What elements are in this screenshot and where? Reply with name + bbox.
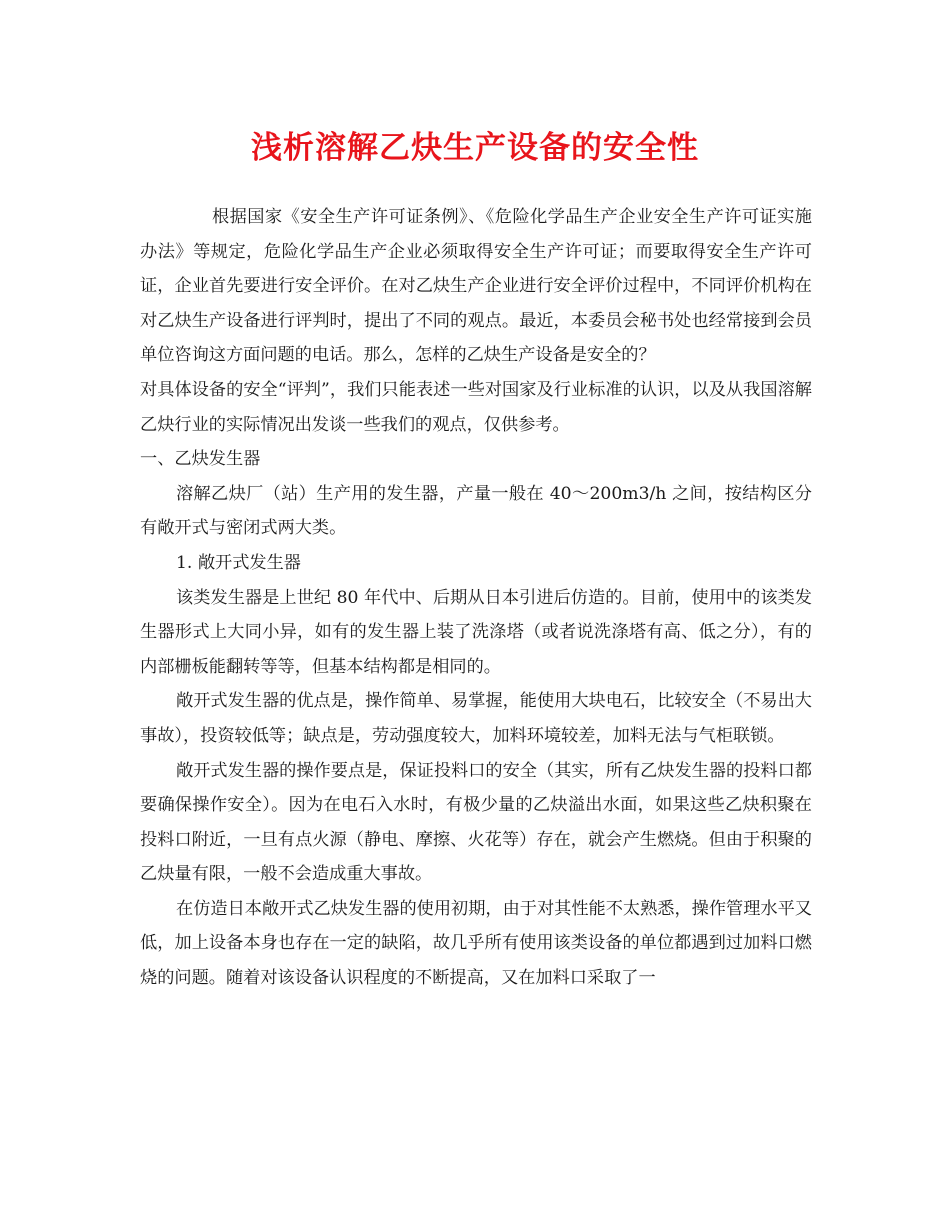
paragraph-open-generator-operation: 敞开式发生器的操作要点是，保证投料口的安全（其实，所有乙炔发生器的投料口都要确保操作安全）。因为在电石入水时，有极少量的乙炔溢出水面，如果这些乙炔积聚在投料口附近，一旦有点火源（静电、摩擦、火花等）存在，就会产生燃烧。但由于积聚的乙炔量有限，一般不会造成重大事故。: [140, 760, 812, 885]
document-body: [140, 200, 812, 996]
paragraph-intro: 根据国家《安全生产许可证条例》、《危险化学品生产企业安全生产许可证实施办法》等规定，危险化学品生产企业必须取得安全生产许可证；而要取得安全生产许可证，企业首先要进行安全评价。在对乙炔生产企业进行安全评价过程中，不同评价机构在对乙炔生产设备进行评判时，提出了不同的观点。最近，本委员会秘书处也经常接到会员单位咨询这方面问题的电话。那么，怎样的乙炔生产设备是安全的？: [140, 207, 812, 366]
section-heading-generator: 一、乙炔发生器: [140, 449, 261, 470]
paragraph-open-generator-history: 在仿造日本敞开式乙炔发生器的使用初期，由于对其性能不太熟悉，操作管理水平又低，加上设备本身也存在一定的缺陷，故几乎所有使用该类设备的单位都遇到过加料口燃烧的问题。随着对该设备认识程度的不断提高，又在加料口采取了一: [140, 898, 812, 989]
paragraph-open-generator-origin: 该类发生器是上世纪 80 年代中、后期从日本引进后仿造的。目前，使用中的该类发生器形式上大同小异，如有的发生器上装了洗涤塔（或者说洗涤塔有高、低之分），有的内部栅板能翻转等等，但基本结构都是相同的。: [140, 587, 812, 677]
paragraph-open-generator-pros-cons: 敞开式发生器的优点是，操作简单、易掌握，能使用大块电石，比较安全（不易出大事故），投资较低等；缺点是，劳动强度较大，加料环境较差，加料无法与气柜联锁。: [140, 691, 812, 746]
document-title: 浅析溶解乙炔生产设备的安全性: [251, 130, 699, 166]
subsection-heading-open-generator: 1. 敞开式发生器: [176, 552, 301, 573]
paragraph-generator-overview: 溶解乙炔厂（站）生产用的发生器，产量一般在 40～200m3/h 之间，按结构区分有敞开式与密闭式两大类。: [140, 483, 812, 539]
paragraph-evaluation: 对具体设备的安全“评判”，我们只能表述一些对国家及行业标准的认识，以及从我国溶解乙炔行业的实际情况出发谈一些我们的观点，仅供参考。: [140, 379, 812, 435]
